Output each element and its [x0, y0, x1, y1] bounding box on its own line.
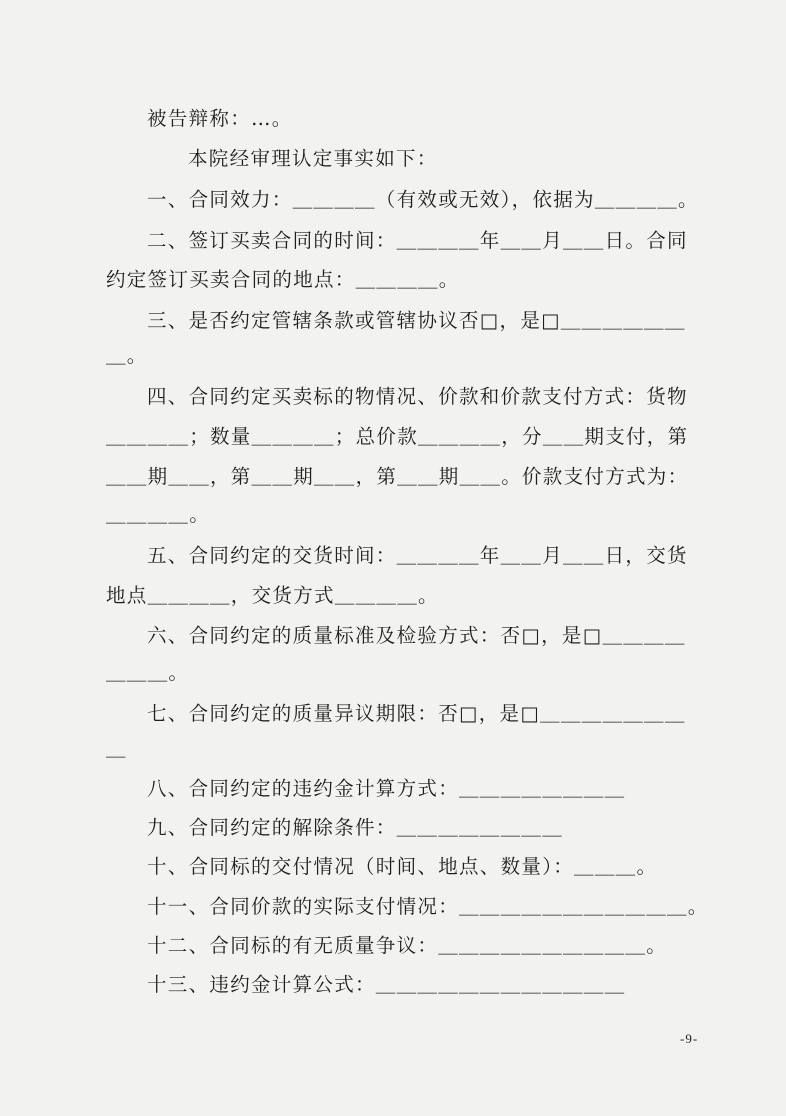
page-number: -9- [680, 1031, 699, 1046]
text-line: 八、合同约定的违约金计算方式：＿＿＿＿＿＿＿＿ [147, 777, 626, 800]
text-line: 被告辩称：…。 [147, 107, 293, 130]
text-line: 十一、合同价款的实际支付情况：＿＿＿＿＿＿＿＿＿＿＿。 [147, 895, 709, 918]
text-line: 二、签订买卖合同的时间：＿＿＿＿年＿＿月＿＿日。合同 [147, 229, 688, 252]
text-line: ＿＿期＿＿，第＿＿期＿＿，第＿＿期＿＿。价款支付方式为： [106, 465, 689, 488]
text-line: 五、合同约定的交货时间：＿＿＿＿年＿＿月＿＿日，交货 [147, 544, 688, 567]
text-line: ＿＿＿。 [106, 661, 190, 684]
text-line: ＿＿＿＿。 [106, 503, 211, 526]
text-line: 本院经审理认定事实如下： [188, 147, 438, 170]
text-line: 十三、违约金计算公式：＿＿＿＿＿＿＿＿＿＿＿＿ [147, 973, 626, 996]
text-line: 四、合同约定买卖标的物情况、价款和价款支付方式：货物 [147, 385, 688, 408]
text-line: ＿。 [106, 344, 148, 367]
text-line: 十二、合同标的有无质量争议：＿＿＿＿＿＿＿＿＿＿。 [147, 934, 668, 957]
text-line: ＿＿＿＿；数量＿＿＿＿；总价款＿＿＿＿，分＿＿期支付，第 [106, 425, 689, 448]
text-line: 六、合同约定的质量标准及检验方式：否□，是□＿＿＿＿ [147, 624, 686, 647]
text-line: 九、合同约定的解除条件：＿＿＿＿＿＿＿＿ [147, 816, 564, 839]
text-line: 一、合同效力：＿＿＿＿（有效或无效），依据为＿＿＿＿。 [147, 188, 699, 211]
text-line: 七、合同约定的质量异议期限：否□，是□＿＿＿＿＿＿＿ [147, 702, 686, 725]
text-line: 三、是否约定管辖条款或管辖协议否□，是□＿＿＿＿＿＿ [147, 309, 686, 332]
text-line: 约定签订买卖合同的地点：＿＿＿＿。 [106, 268, 460, 291]
text-line: 十、合同标的交付情况（时间、地点、数量）：＿＿＿。 [147, 855, 658, 878]
text-line: 地点＿＿＿＿，交货方式＿＿＿＿。 [106, 584, 439, 607]
text-line: ＿ [106, 737, 127, 760]
